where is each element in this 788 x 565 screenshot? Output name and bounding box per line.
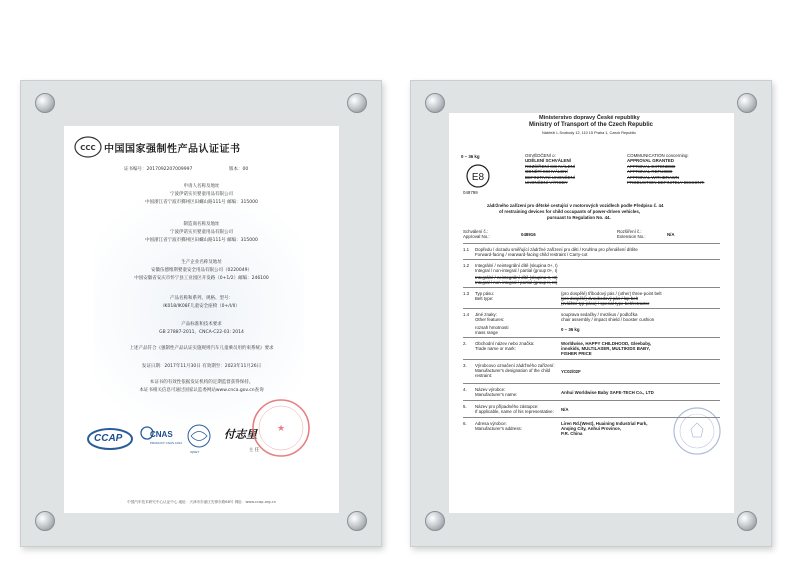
divider: [463, 243, 720, 244]
item-no: 5.: [463, 404, 467, 409]
item-no: 2.: [463, 341, 467, 346]
item-no: 1.3: [463, 291, 470, 296]
divider: [463, 400, 720, 401]
item-value: (pro dospělé) dvoubodový pás / lap belt: [561, 296, 638, 301]
divider: [463, 337, 720, 338]
osvedceni-line: DEFINITIVNÍ UKONČENÍ: [525, 174, 576, 180]
divider: [463, 287, 720, 288]
item-cz: Název pro případného zástupce:: [475, 404, 539, 409]
section-line: 产品标准和技术要求: [181, 322, 222, 327]
mass-range-top: 0 – 36 kg: [461, 154, 480, 159]
intro-en-1: of restraining devices for child occupants of power-driven vehicles,: [499, 209, 641, 214]
certificate-title: 中国国家强制性产品认证证书: [104, 144, 241, 155]
item-en: Integral / non-integral / partial (group II, III): [475, 280, 558, 285]
section-line: 中国浙江省宁波市鄞州区田螺山路111号 邮编：315000: [145, 200, 258, 205]
left-certificate-frame: [20, 80, 382, 547]
item-cz: rozsah hmotnosti: [475, 325, 509, 330]
approval-label-cz: Schválení č.:: [463, 229, 489, 234]
item-value: Liren Rd.(West), Huaining Industrial Park,: [561, 421, 648, 426]
section-line: 制造商名称及地址: [183, 222, 220, 227]
cnas-logo: [140, 426, 182, 452]
ccap-logo: [86, 426, 134, 452]
item-value: Anqing City, Anhui Province,: [561, 426, 622, 431]
extension-label-en: Extension No.:: [617, 234, 646, 239]
divider: [463, 259, 720, 260]
extension-label-cz: Rozšíření č.:: [617, 229, 642, 234]
communication-line: APPROVAL GRANTED: [627, 158, 674, 164]
iqnet-logo: [186, 423, 216, 453]
e-mark-icon: [465, 163, 491, 189]
item-en: Trade name or mark:: [475, 346, 516, 351]
item-value: 0 – 36 kg: [561, 327, 580, 332]
section-line: 申请人名称及地址: [183, 184, 220, 189]
section-line: 生产企业名称及地址: [181, 260, 222, 265]
item-en: Other features:: [475, 317, 505, 322]
svg-text:CCC: CCC: [80, 144, 96, 152]
version: 版本：00: [229, 167, 249, 172]
screw-icon: [347, 93, 367, 113]
divider: [463, 359, 720, 360]
item-value: Anhui Worldwise Baby SAFE-TECH Co., LTD: [561, 390, 654, 395]
section-line: 中国安徽省安庆市怀宁县工业园区开发路（0+1/2）邮编：246100: [134, 276, 269, 281]
item-en: Integral / non-integral / partial (group 0+, I): [475, 268, 558, 273]
item-no: 6.: [463, 421, 467, 426]
item-en: If applicable, name of his representative:: [475, 409, 554, 414]
ece-approval-paper: [449, 113, 734, 513]
ministry-seal-stamp: [671, 405, 723, 457]
item-value: souprava sedačky / mezikus / podložka: [561, 312, 638, 317]
item-value: chair assembly / impact shield / booster cushion: [561, 317, 655, 322]
section-line: 发证日期：2017年11月30日 有效期至：2023年11月26日: [141, 364, 262, 369]
item-en: Belt type:: [475, 296, 494, 301]
section-line: 宁波伊诺实贝婴童用品有限公司: [170, 230, 233, 235]
approval-label-en: Approval No.:: [463, 234, 490, 239]
svg-text:★: ★: [276, 424, 286, 434]
screw-icon: [35, 511, 55, 531]
section-line: 本证书相关信息可通过国家认监委网站www.cnca.gov.cn查询: [139, 388, 264, 393]
item-no: 1.4: [463, 312, 470, 317]
communication-list: [627, 153, 704, 185]
section-line: GB 27887-2011、CNCA-C22-03: 2014: [159, 330, 244, 335]
item-cz: Dopředu / dozadu směřující zádržné zařízení pro děti / Kruhlna pro přenášení dítěte: [475, 247, 638, 252]
intro-cz: zádržného zařízení pro dětské cestující v motorových vozidlech podle Předpisu č. 44: [487, 203, 664, 208]
section-line: 宁波伊诺实贝婴童用品有限公司: [170, 192, 233, 197]
section-line: 产品名称和系列、规格、型号：: [170, 296, 233, 301]
screw-icon: [737, 511, 757, 531]
ccc-logo-icon: [74, 136, 102, 158]
osvedceni-list: [525, 153, 575, 185]
osvedceni-line: UKONČENÍ VÝROBY: [525, 180, 568, 186]
extension-number: N/A: [667, 232, 675, 237]
section-line: 中国浙江省宁波市鄞州区田螺山路111号 邮编：315000: [145, 238, 258, 243]
item-value: (zvláštní typ pásu) / special type belt/retractor: [561, 301, 650, 306]
item-value: (pro dospělé) tříbodový pás / (other) three-point belt: [561, 291, 662, 296]
osvedceni-line: OSVĚDČENÍ o:: [525, 153, 556, 158]
communication-line: PRODUCTION DEFINITELY DISCONT.: [627, 180, 705, 186]
item-no: 1.1: [463, 247, 470, 252]
iqnet-logo-text: IQNET: [190, 450, 200, 454]
item-en: Manufacturer's designation of the child restraint:: [475, 368, 551, 379]
approval-number-small: 049799: [463, 190, 478, 195]
osvedceni-line: UDĚLENÍ SCHVÁLENÍ: [525, 158, 571, 164]
communication-line: APPROVAL EXTENDED: [627, 163, 676, 169]
ccap-logo-text: CCAP: [94, 433, 123, 444]
item-value: Worldwise, HAPPY CHILDHOOD, Gleebaby,: [561, 341, 652, 346]
item-no: 3.: [463, 363, 467, 368]
screw-icon: [347, 511, 367, 531]
signer-title: 主 任: [248, 448, 260, 453]
item-en: Forward-facing / rearward-facing child restraint / Carry-cot: [475, 252, 588, 257]
certificate-footer: 中国汽车技术研究中心认证中心 地址：天津市东丽区先锋东路68号 网址：www.ccap.org.cn: [127, 500, 276, 504]
ministry-header-en: Ministry of Transport of the Czech Republic: [529, 122, 654, 128]
right-certificate-frame: [410, 80, 772, 547]
intro-en-2: pursuant to Regulation No. 44.: [547, 215, 611, 220]
item-cz: Obchodní název nebo značka:: [475, 341, 535, 346]
section-line: 上述产品符合《强制性产品认证实施规则汽车儿童乘员用约束系统》要求: [129, 346, 274, 351]
section-line: 安徽伍德维斯婴童安全用品有限公司（0220049）: [150, 268, 253, 273]
item-cz: Integrální / neintegrální dítě (skupina 0+, I): [475, 263, 558, 268]
communication-line: APPROVAL WITHDRAWN: [627, 174, 680, 180]
cnas-logo-subtext: PRODUCT CNAS C014: [150, 441, 182, 445]
communication-line: COMMUNICATION concerning:: [627, 153, 689, 158]
item-value: FISHER PRICE: [561, 351, 592, 356]
osvedceni-line: ROZŠÍŘENÍ SCHVÁLENÍ: [525, 163, 576, 169]
item-cz: Typ pásu:: [475, 291, 495, 296]
divider: [463, 308, 720, 309]
item-no: 1.2: [463, 263, 470, 268]
cert-no-label: 证书编号：: [124, 167, 147, 172]
item-cz: Integrální / neintegrální dítě (skupina II, III): [475, 275, 558, 280]
screw-icon: [425, 511, 445, 531]
approval-number: 048916: [521, 232, 536, 237]
cnas-logo-text: CNAS: [150, 430, 173, 439]
screw-icon: [425, 93, 445, 113]
cert-no: 2017092207009997: [146, 167, 193, 172]
screw-icon: [737, 93, 757, 113]
ministry-header-cz: Ministerstvo dopravy České republiky: [539, 115, 640, 121]
ccc-certificate-paper: [64, 126, 339, 513]
divider: [463, 383, 720, 384]
signature: 付志里: [224, 428, 257, 441]
screw-icon: [35, 93, 55, 113]
item-cz: Adresa výrobce:: [475, 421, 507, 426]
item-en: Manufacturer's address:: [475, 426, 522, 431]
item-cz: Jiné znaky:: [475, 312, 497, 317]
item-value: YC02/02F: [561, 369, 581, 374]
section-line: IK018/IK08F儿童安全座椅（0+/I/II）: [163, 304, 240, 309]
e-mark-text: E8: [471, 172, 485, 183]
item-cz: Výrobcovo označení zádržného zařízení:: [475, 363, 555, 368]
item-cz: Název výrobce:: [475, 387, 506, 392]
ministry-address: Nábřeží L.Svobody 12, 110 15 Praha 1, Czech Republic: [542, 131, 637, 135]
communication-line: APPROVAL REFUSED: [627, 169, 673, 175]
item-value: N/A: [561, 407, 569, 412]
item-en: Manufacturer's name:: [475, 392, 518, 397]
item-no: 4.: [463, 387, 467, 392]
item-value: innokids, MULTILASER, MULTIKIDS BABY,: [561, 346, 650, 351]
item-en: mass range: [475, 330, 498, 335]
official-seal-stamp: [249, 396, 313, 460]
section-line: 本证书的有效性依据发证机构的定期监督获得保持。: [149, 380, 254, 385]
osvedceni-line: ODNĚTÍ SCHVÁLENÍ: [525, 169, 568, 175]
item-value: P.R. China: [561, 431, 583, 436]
